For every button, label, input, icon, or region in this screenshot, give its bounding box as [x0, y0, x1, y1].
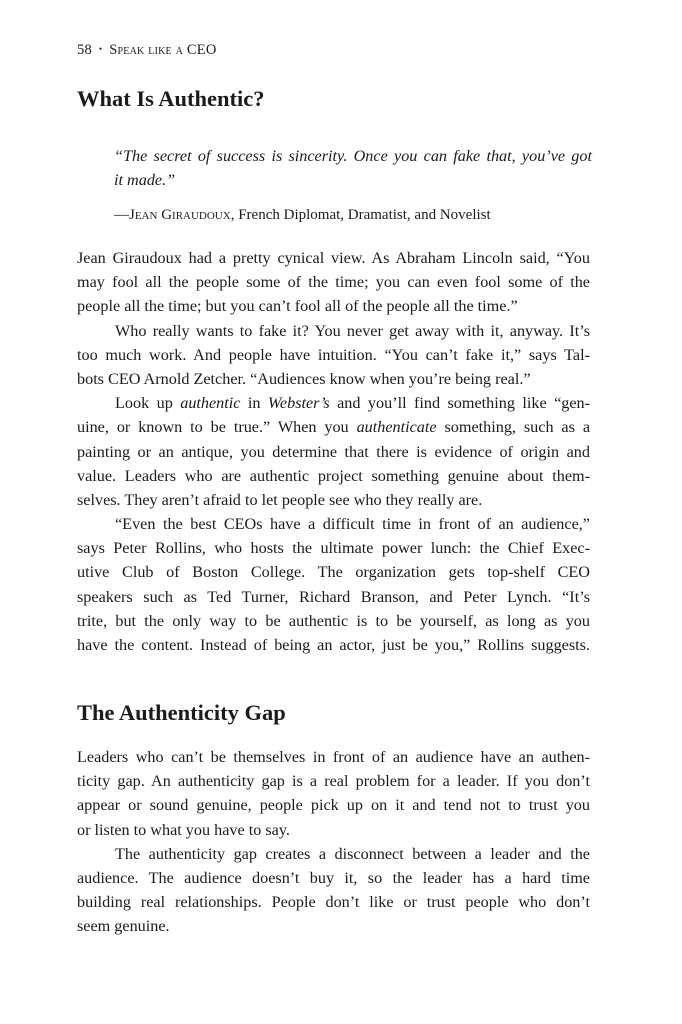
section-heading-what-is-authentic: What Is Authentic?: [77, 86, 265, 111]
body-line: Who really wants to fake it? You never get away with it, anyway. It’s: [115, 321, 590, 340]
body-line: painting or an antique, you determine that there is evidence of origin and: [77, 442, 590, 461]
body-line: selves. They aren’t afraid to let people see who they really are.: [77, 490, 483, 509]
epigraph-attribution: [114, 203, 592, 227]
book-title: Speak like a CEO: [109, 42, 217, 58]
body-line: trite, but the only way to be authentic is to be yourself, as long as you: [77, 611, 590, 630]
body-line: have the content. Instead of being an actor, just be you,” Rollins suggests.: [77, 636, 590, 654]
body-line: appear or sound genuine, people pick up on it and tend not to trust you: [77, 796, 590, 815]
emphasis-websters: Webster’s: [267, 394, 330, 413]
section1-body: [77, 246, 590, 657]
body-line: may fool all the people some of the time; you can even fool some of the: [77, 273, 590, 292]
emphasis-authenticate: authenticate: [356, 418, 437, 437]
body-line: “Even the best CEOs have a difficult time in front of an audience,”: [115, 515, 590, 534]
body-line: seem genuine.: [77, 917, 170, 936]
body-line: value. Leaders who are authentic project something genuine about them-: [77, 466, 590, 485]
attribution-description: , French Diplomat, Dramatist, and Novelist: [230, 207, 491, 224]
running-head: [77, 40, 217, 61]
attribution-author: Jean Giraudoux: [129, 207, 231, 224]
body-line: speakers such as Ted Turner, Richard Branson, and Peter Lynch. “It’s: [77, 587, 590, 606]
emphasis-authentic: authentic: [180, 394, 241, 413]
body-line: too much work. And people have intuition. “You can’t fake it,” says Tal-: [77, 345, 590, 364]
body-line: says Peter Rollins, who hosts the ultimate power lunch: the Chief Exec-: [77, 539, 590, 558]
body-line: bots CEO Arnold Zetcher. “Audiences know when you’re being real.”: [77, 369, 531, 388]
body-line: uine, or known to be true.” When you authenticate something, such as a: [77, 418, 590, 437]
body-line: Leaders who can’t be themselves in front of an audience have an authen-: [77, 748, 590, 766]
page-number: 58: [77, 42, 92, 58]
body-line: or listen to what you have to say.: [77, 820, 290, 839]
epigraph-quote-line: “The secret of success is sincerity. Once you can fake that, you’ve got: [114, 147, 592, 165]
epigraph: [114, 144, 592, 227]
epigraph-quote-line: it made.”: [114, 171, 176, 190]
body-line: ticity gap. An authenticity gap is a real problem for a leader. If you don’t: [77, 772, 590, 791]
body-line: utive Club of Boston College. The organization gets top-shelf CEO: [77, 563, 590, 582]
separator-bullet: •: [98, 44, 103, 54]
body-line: people all the time; but you can’t fool all of the people all the time.”: [77, 297, 518, 316]
body-line: building real relationships. People don’t like or trust people who don’t: [77, 893, 590, 912]
attribution-dash: —: [114, 207, 129, 224]
epigraph-quote: [114, 144, 592, 192]
body-line: audience. The audience doesn’t buy it, so the leader has a hard time: [77, 868, 590, 887]
section2-body: [77, 745, 590, 939]
body-line: Jean Giraudoux had a pretty cynical view. As Abraham Lincoln said, “You: [77, 249, 590, 267]
body-line: The authenticity gap creates a disconnect between a leader and the: [115, 844, 590, 863]
body-line: Look up authentic in Webster’s and you’ll find something like “gen-: [115, 394, 591, 413]
section-heading-authenticity-gap: The Authenticity Gap: [77, 700, 286, 725]
